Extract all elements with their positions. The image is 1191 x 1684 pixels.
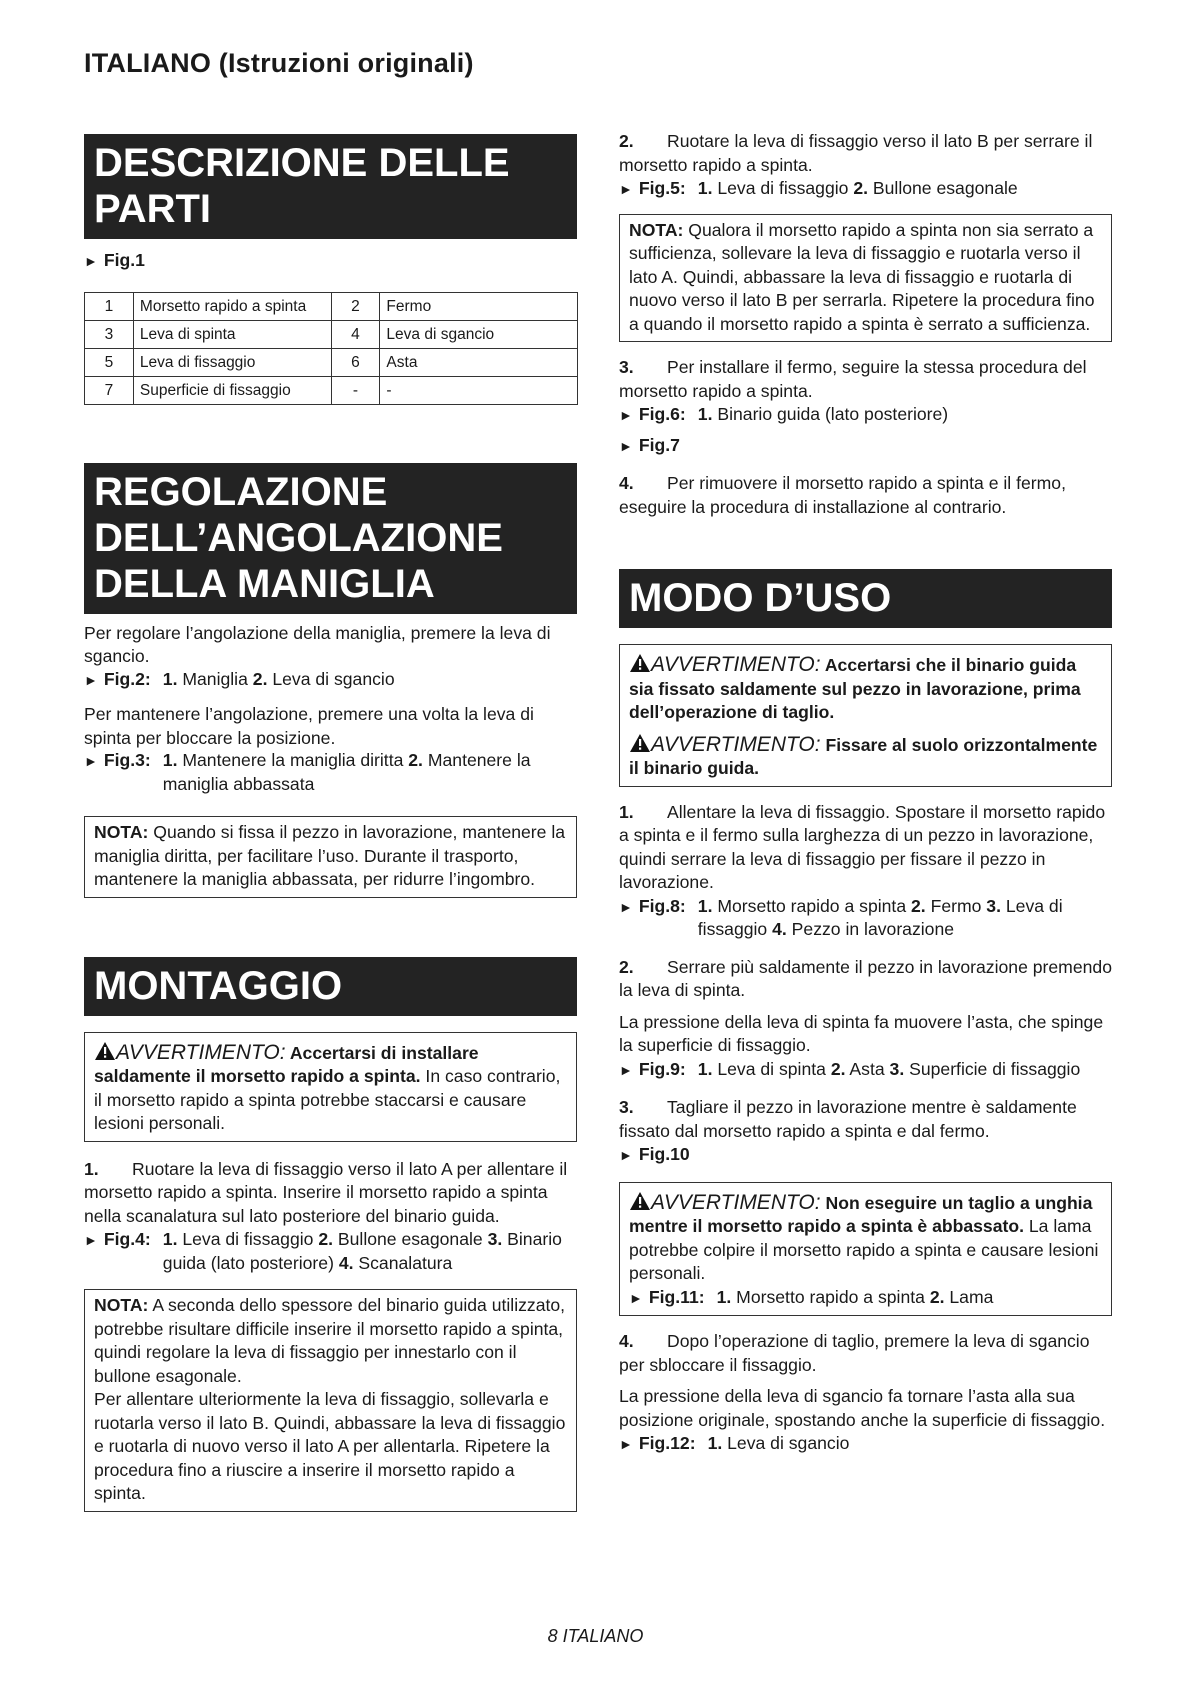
note-text: Per allentare ulteriormente la leva di fissaggio, sollevarla e ruotarla verso il lato B. Quindi, abbassare la leva di fissaggio e ruotarla di nuovo verso il lato A per allentarla. Ripetere la procedura fino a riuscire a inserire il morsetto rapido a spinta. [94, 1389, 566, 1503]
figure-reference [619, 895, 1112, 942]
figure-reference: ► Fig.10 [619, 1144, 690, 1164]
note-label: NOTA: [94, 822, 149, 842]
parts-table [84, 292, 578, 405]
paragraph: Per mantenere l’angolazione, premere una volta la leva di spinta per bloccare la posizione. [84, 704, 534, 748]
step-item: 3. Per installare il fermo, seguire la stessa procedura del morsetto rapido a spinta. [619, 357, 1087, 401]
arrow-right-icon: ► [629, 1289, 643, 1306]
figure-items: 1. Leva di spinta 2. Asta 3. Superficie di fissaggio [697, 1058, 1081, 1079]
figure-label: ► Fig.3: [84, 750, 151, 770]
warning-label: AVVERTIMENTO: [651, 732, 821, 756]
step-item: 3. Tagliare il pezzo in lavorazione mentre è saldamente fissato dal morsetto rapido a spinta e dal fermo. [619, 1097, 1077, 1141]
part-name: - [380, 376, 578, 404]
part-name: Leva di sgancio [380, 320, 578, 348]
note-box [84, 816, 577, 898]
part-number: 4 [331, 320, 380, 348]
arrow-right-icon: ► [84, 1232, 98, 1248]
section-header-montaggio: MONTAGGIO [84, 957, 577, 1016]
warning-box [619, 1182, 1112, 1317]
warning-triangle-icon [629, 653, 651, 673]
warning-bold-text: Accertarsi che il binario guida sia fissato saldamente sul pezzo in lavorazione, prima dell’operazione di taglio. [629, 655, 1081, 722]
step-item: 1. Ruotare la leva di fissaggio verso il lato A per allentare il morsetto rapido a spinta. Inserire il morsetto rapido a spinta nella scanalatura sul lato posteriore del binario guida. [84, 1158, 568, 1226]
table-row [85, 376, 578, 404]
warning-bold-text: Accertarsi di installare saldamente il morsetto rapido a spinta. [94, 1042, 479, 1086]
arrow-right-icon: ► [619, 407, 633, 423]
warning-text: La lama potrebbe colpire il morsetto rapido a spinta e causare lesioni personali. [629, 1216, 1099, 1283]
section-header-regolazione: REGOLAZIONE DELL’ANGOLAZIONE DELLA MANIGLIA [84, 463, 577, 614]
warning-box [84, 1032, 577, 1142]
arrow-right-icon: ► [619, 437, 633, 454]
page-footer: 8 ITALIANO [547, 1626, 644, 1646]
figure-items: 1. Leva di sgancio [707, 1433, 850, 1453]
part-number: 1 [85, 292, 134, 320]
table-row [85, 348, 578, 376]
figure-label: ► Fig.11: [629, 1286, 705, 1307]
note-box [619, 214, 1112, 343]
warning-label: AVVERTIMENTO: [116, 1040, 286, 1064]
figure-items: 1. Morsetto rapido a spinta 2. Fermo 3. Leva di fissaggio 4. Pezzo in lavorazione [697, 895, 1063, 939]
part-number: 6 [331, 348, 380, 376]
figure-items: 1. Morsetto rapido a spinta 2. Lama [716, 1286, 994, 1307]
figure-reference [629, 1286, 1102, 1311]
step-item: 2. Serrare più saldamente il pezzo in lavorazione premendo la leva di spinta. [619, 956, 1112, 1000]
part-name: Morsetto rapido a spinta [133, 292, 331, 320]
part-number: 7 [85, 376, 134, 404]
figure-reference [619, 1432, 1112, 1457]
section-header-modo-uso: MODO D’USO [619, 569, 1112, 628]
warning-triangle-icon [94, 1041, 116, 1061]
arrow-right-icon: ► [84, 253, 98, 269]
arrow-right-icon: ► [619, 1061, 633, 1078]
figure-label: ► Fig.8: [619, 895, 686, 916]
paragraph: La pressione della leva di spinta fa muovere l’asta, che spinge la superficie di fissaggio. [619, 1011, 1104, 1055]
step-item: 2. Ruotare la leva di fissaggio verso il lato B per serrare il morsetto rapido a spinta. [619, 131, 1093, 175]
figure-reference [619, 1058, 1112, 1083]
part-name: Leva di spinta [133, 320, 331, 348]
figure-items: 1. Leva di fissaggio 2. Bullone esagonale [697, 178, 1018, 198]
note-label: NOTA: [94, 1295, 149, 1315]
figure-items: 1. Binario guida (lato posteriore) [697, 404, 949, 424]
warning-box [619, 644, 1112, 787]
figure-label: ► Fig.5: [619, 178, 686, 198]
warning-label: AVVERTIMENTO: [651, 653, 821, 676]
figure-reference [619, 177, 1112, 202]
part-name: Superficie di fissaggio [133, 376, 331, 404]
figure-reference [84, 749, 577, 796]
figure-items: 1. Leva di fissaggio 2. Bullone esagonale 3. Binario guida (lato posteriore) 4. Scanalatura [162, 1229, 562, 1273]
left-column [84, 134, 577, 1523]
page-title: ITALIANO (Istruzioni originali) [84, 48, 474, 78]
figure-items: 1. Maniglia 2. Leva di sgancio [162, 668, 395, 689]
arrow-right-icon: ► [84, 671, 98, 688]
warning-triangle-icon [629, 733, 651, 753]
note-label: NOTA: [629, 219, 684, 240]
figure-label: ► Fig.6: [619, 404, 686, 424]
warning-bold-text: Fissare al suolo orizzontalmente il binario guida. [629, 734, 1098, 778]
part-number: 2 [331, 292, 380, 320]
part-name: Leva di fissaggio [133, 348, 331, 376]
right-column [619, 130, 1112, 1457]
figure-reference: ► Fig.7 [619, 434, 680, 455]
table-row [85, 292, 578, 320]
part-number: 5 [85, 348, 134, 376]
step-item: 4. Dopo l’operazione di taglio, premere la leva di sgancio per sbloccare il fissaggio. [619, 1331, 1090, 1375]
figure-reference [84, 668, 577, 693]
paragraph: Per regolare l’angolazione della maniglia, premere la leva di sgancio. [84, 622, 551, 666]
arrow-right-icon: ► [619, 181, 633, 197]
step-item: 4. Per rimuovere il morsetto rapido a spinta e il fermo, eseguire la procedura di installazione al contrario. [619, 473, 1066, 517]
figure-reference [84, 1228, 577, 1275]
arrow-right-icon: ► [84, 753, 98, 769]
part-number: - [331, 376, 380, 404]
paragraph: La pressione della leva di sgancio fa tornare l’asta alla sua posizione originale, spostando anche la superficie di fissaggio. [619, 1386, 1106, 1430]
part-name: Asta [380, 348, 578, 376]
figure-items: 1. Mantenere la maniglia diritta 2. Mantenere la maniglia abbassata [162, 750, 531, 794]
table-row [85, 320, 578, 348]
arrow-right-icon: ► [619, 898, 633, 915]
warning-triangle-icon [629, 1191, 651, 1211]
figure-reference [619, 403, 1112, 428]
arrow-right-icon: ► [619, 1147, 633, 1163]
note-box [84, 1289, 577, 1512]
figure-label: ► Fig.2: [84, 668, 151, 689]
note-text: A seconda dello spessore del binario guida utilizzato, potrebbe risultare difficile inserire il morsetto rapido a spinta, quindi regolare la leva di fissaggio per innestarlo con il bullone esagonale. [94, 1295, 566, 1386]
figure-reference: ► Fig.1 [84, 250, 145, 270]
warning-text: In caso contrario, il morsetto rapido a spinta potrebbe staccarsi e causare lesioni personali. [94, 1066, 561, 1133]
note-text: Quando si fissa il pezzo in lavorazione, mantenere la maniglia diritta, per facilitare l’uso. Durante il trasporto, mantenere la maniglia abbassata, per ridurre l’ingombro. [94, 822, 566, 889]
figure-label: ► Fig.12: [619, 1433, 696, 1453]
arrow-right-icon: ► [619, 1436, 633, 1452]
note-text: Qualora il morsetto rapido a spinta non sia serrato a sufficienza, sollevare la leva di fissaggio e ruotarla verso il lato A. Quindi, abbassare la leva di fissaggio e ruotarla di nuovo verso il lato B per serrarla. Ripetere la procedura fino a quando il morsetto rapido a spinta è serrato a sufficienza. [629, 219, 1095, 334]
figure-label: ► Fig.4: [84, 1229, 151, 1249]
figure-label: ► Fig.9: [619, 1058, 686, 1079]
warning-bold-text: Non eseguire un taglio a unghia mentre il morsetto rapido a spinta è abbassato. [629, 1192, 1093, 1236]
part-number: 3 [85, 320, 134, 348]
section-header-descrizione: DESCRIZIONE DELLE PARTI [84, 134, 577, 239]
step-item: 1. Allentare la leva di fissaggio. Spostare il morsetto rapido a spinta e il fermo sulla larghezza di un pezzo in lavorazione, quindi serrare la leva di fissaggio per fissare il pezzo in lavorazione. [619, 801, 1106, 892]
warning-label: AVVERTIMENTO: [651, 1190, 821, 1214]
part-name: Fermo [380, 292, 578, 320]
